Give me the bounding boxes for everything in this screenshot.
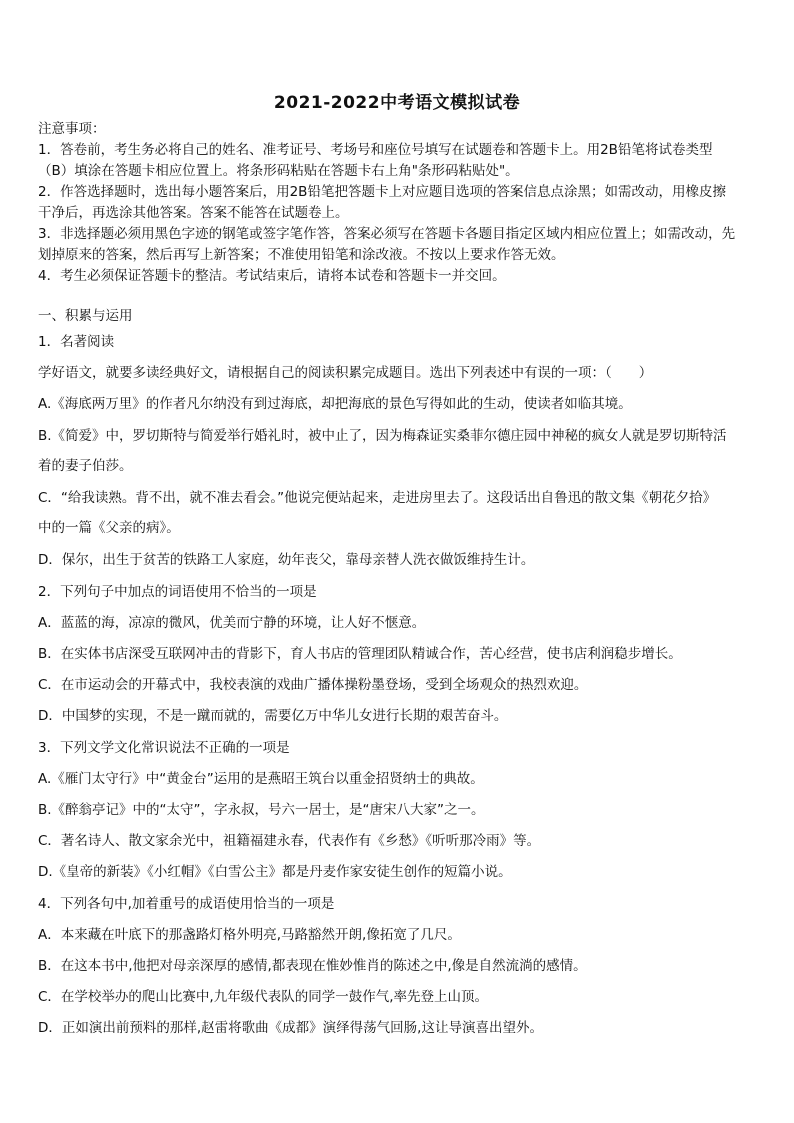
question-title: 2．下列句子中加点的词语使用不恰当的一项是	[38, 584, 317, 600]
notes-line: 干净后，再选涂其他答案。答案不能答在试题卷上。	[38, 205, 349, 221]
option-c: C．在学校举办的爬山比赛中,九年级代表队的同学一鼓作气,率先登上山顶。	[38, 989, 489, 1005]
option-b: B．在实体书店深受互联网冲击的背影下，育人书店的管理团队精诚合作，苦心经营，使书店利润稳步增长。	[38, 646, 682, 662]
option-a: A.《雁门太守行》中“黄金台”运用的是燕昭王筑台以重金招贤纳士的典故。	[38, 771, 484, 787]
option-a: A．本来藏在叶底下的那盏路灯格外明亮,马路豁然开朗,像拓宽了几尺。	[38, 927, 461, 943]
option-b-cont: 着的妻子伯莎。	[38, 458, 133, 474]
page-title: 2021-2022中考语文模拟试卷	[273, 93, 521, 113]
option-c: C．在市运动会的开幕式中，我校表演的戏曲广播体操粉墨登场，受到全场观众的热烈欢迎。	[38, 677, 588, 693]
option-d: D．保尔，出生于贫苦的铁路工人家庭，幼年丧父，靠母亲替人洗衣做饭维持生计。	[38, 552, 535, 568]
option-c: C．“给我读熟。背不出，就不准去看会。”他说完便站起来，走进房里去了。这段话出自鲁迅的散文集《朝花夕拾》	[38, 490, 717, 506]
question-title: 1．名著阅读	[38, 334, 115, 350]
notes-line: 1．答卷前，考生务必将自己的姓名、准考证号、考场号和座位号填写在试题卷和答题卡上。用2B铅笔将试卷类型	[38, 142, 713, 158]
notes-heading: 注意事项：	[38, 121, 106, 137]
notes-line: 2．作答选择题时，选出每小题答案后，用2B铅笔把答题卡上对应题目选项的答案信息点涂黑；如需改动，用橡皮擦	[38, 184, 726, 200]
option-c-cont: 中的一篇《父亲的病》。	[38, 520, 180, 536]
notes-line: 4．考生必须保证答题卡的整洁。考试结束后，请将本试卷和答题卡一并交回。	[38, 268, 506, 284]
option-d: D．中国梦的实现，不是一蹴而就的，需要亿万中华儿女进行长期的艰苦奋斗。	[38, 708, 508, 724]
question-stem: 学好语文，就要多读经典好文，请根据自己的阅读积累完成题目。选出下列表述中有误的一项：（ ）	[38, 365, 653, 381]
notes-line: 3．非选择题必须用黑色字迹的钢笔或签字笔作答，答案必须写在答题卡各题目指定区域内相应位置上；如需改动，先	[38, 226, 736, 242]
notes-line: （B）填涂在答题卡相应位置上。将条形码粘贴在答题卡右上角"条形码粘贴处"。	[38, 163, 519, 179]
question-title: 3．下列文学文化常识说法不正确的一项是	[38, 740, 290, 756]
option-d: D.《皇帝的新装》《小红帽》《白雪公主》都是丹麦作家安徒生创作的短篇小说。	[38, 864, 512, 880]
option-b: B.《醉翁亭记》中的“太守”，字永叔，号六一居士，是“唐宋八大家”之一。	[38, 802, 485, 818]
option-c: C．著名诗人、散文家余光中，祖籍福建永春，代表作有《乡愁》《听听那冷雨》等。	[38, 833, 541, 849]
option-b: B.《简爱》中，罗切斯特与简爱举行婚礼时，被中止了，因为梅森证实桑菲尔德庄园中神秘的疯女人就是罗切斯特活	[38, 428, 727, 444]
question-title: 4．下列各句中,加着重号的成语使用恰当的一项是	[38, 896, 335, 912]
option-a: A.《海底两万里》的作者凡尔纳没有到过海底，却把海底的景色写得如此的生动，使读者如临其境。	[38, 396, 632, 412]
option-b: B．在这本书中,他把对母亲深厚的感情,都表现在惟妙惟肖的陈述之中,像是自然流淌的感情。	[38, 958, 587, 974]
section-heading: 一、积累与运用	[38, 308, 133, 324]
notes-line: 划掉原来的答案，然后再写上新答案；不准使用铅笔和涂改液。不按以上要求作答无效。	[38, 247, 565, 263]
option-a: A．蓝蓝的海，凉凉的微风，优美而宁静的环境，让人好不惬意。	[38, 615, 426, 631]
option-d: D．正如演出前预料的那样,赵雷将歌曲《成都》演绎得荡气回肠,这让导演喜出望外。	[38, 1020, 543, 1036]
